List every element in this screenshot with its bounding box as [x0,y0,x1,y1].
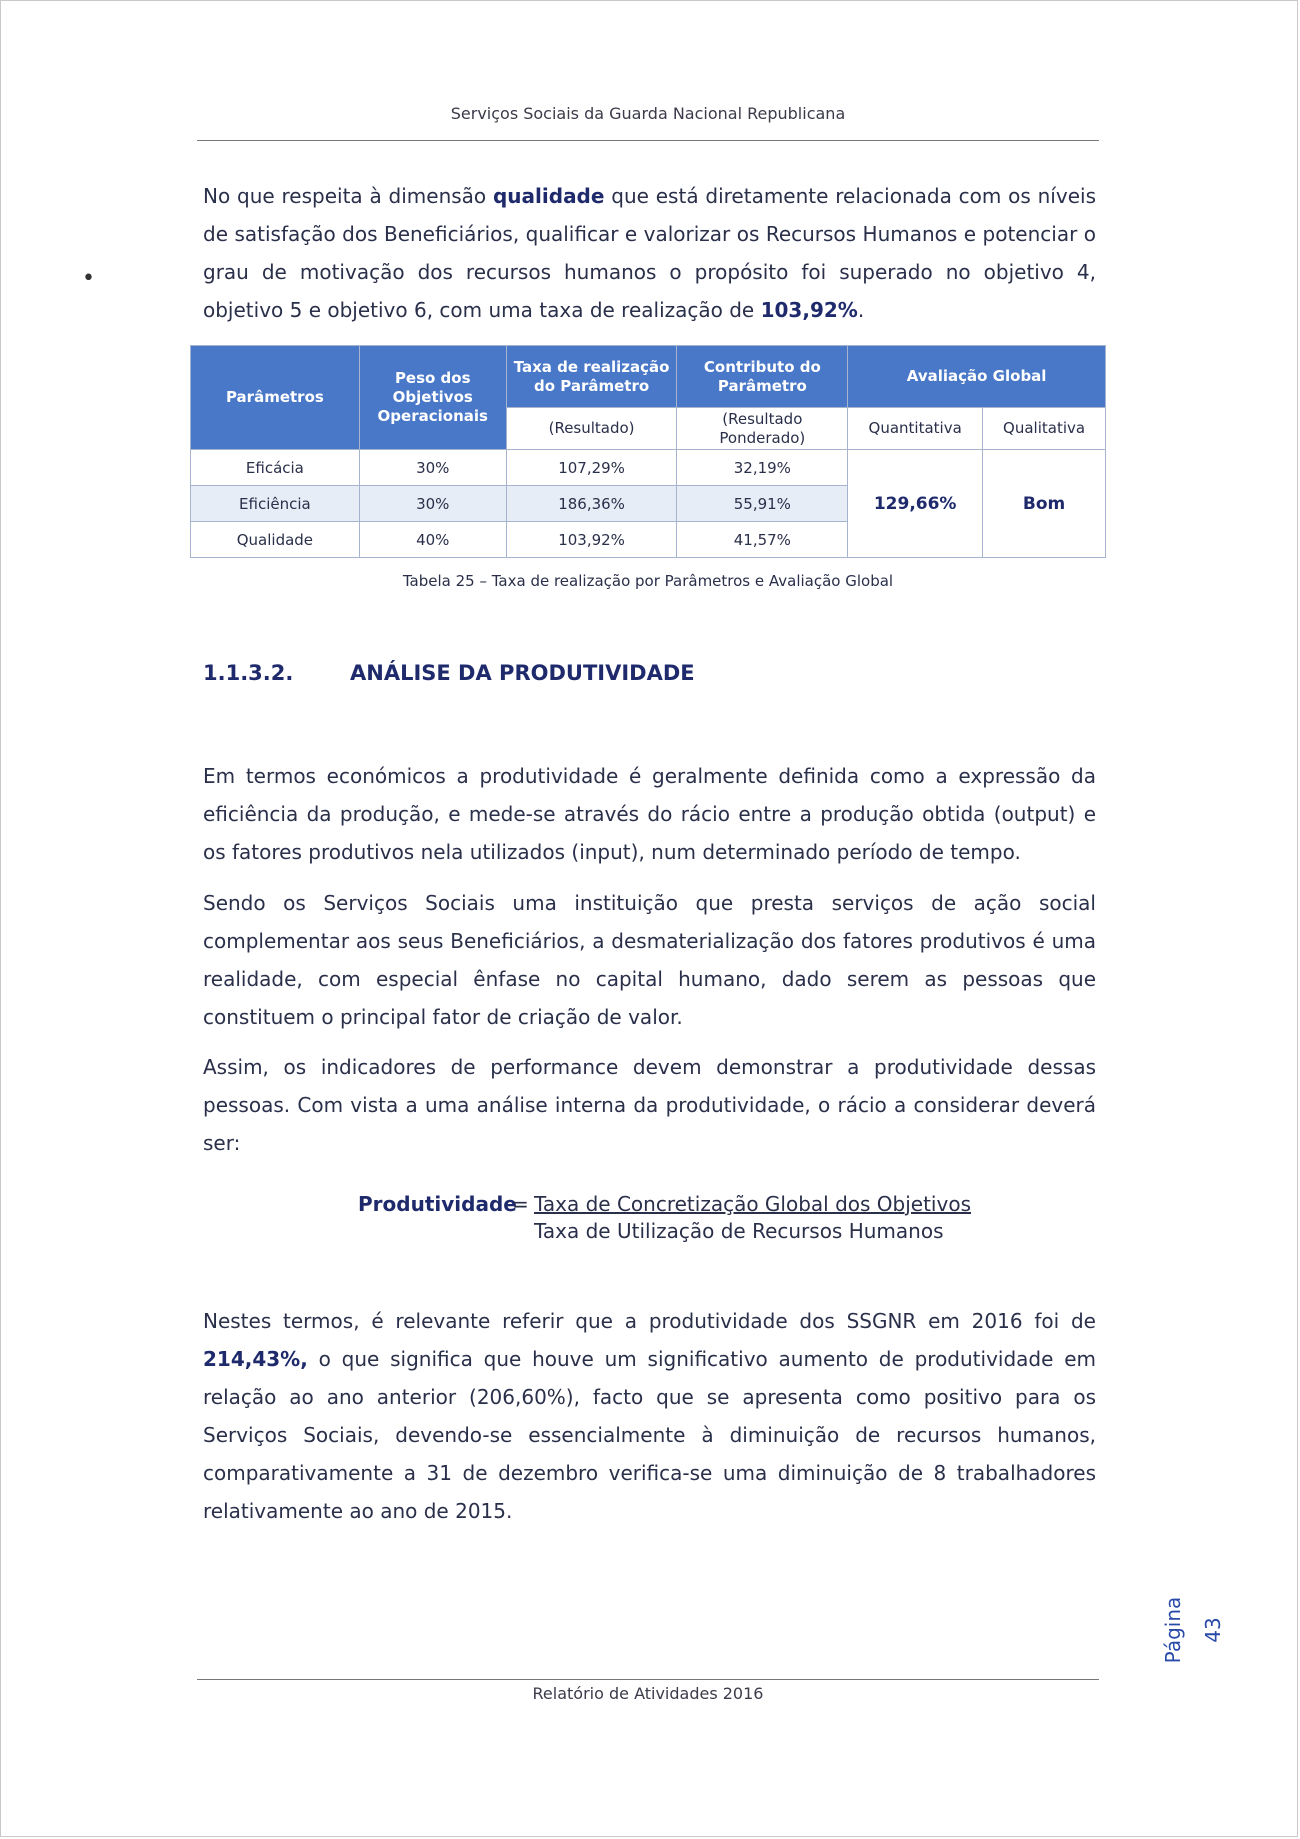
cell-taxa: 103,92% [506,522,677,558]
page-number: Página 43 [1161,1596,1225,1664]
col-taxa-sub: (Resultado) [506,408,677,450]
col-peso: Peso dos Objetivos Operacionais [359,346,506,450]
footer-divider [197,1679,1099,1680]
intro-text-3: . [857,298,865,322]
results-table [190,345,1106,558]
col-avaliacao-global: Avaliação Global [848,346,1106,408]
formula-numerator: Taxa de Concretização Global dos Objetivos [534,1192,971,1216]
cell-contributo: 55,91% [677,486,848,522]
cell-taxa: 186,36% [506,486,677,522]
paragraph-context: Sendo os Serviços Sociais uma instituição que presta serviços de ação social complementar aos seus Beneficiários, a desmaterialização dos fatores produtivos é uma realidade, com especial ênfase no capital humano, dado serem as pessoas que constituem o principal fator de criação de valor. [203,891,1096,1029]
paragraph-ratio: Assim, os indicadores de performance devem demonstrar a produtividade dessas pessoas. Com vista a uma análise interna da produtividade, o rácio a considerar deverá ser: [203,1055,1096,1155]
col-qualitativa: Qualitativa [983,408,1106,450]
col-contributo: Contributo do Parâmetro [677,346,848,408]
intro-bold-rate: 103,92% [760,298,858,322]
col-taxa: Taxa de realização do Parâmetro [506,346,677,408]
cell-peso: 30% [359,486,506,522]
cell-contributo: 41,57% [677,522,848,558]
cell-avaliacao-quantitativa: 129,66% [848,450,983,558]
conclusion-bold-rate: 214,43%, [203,1347,308,1371]
paragraph-definition: Em termos económicos a produtividade é geralmente definida como a expressão da eficiência da produção, e mede-se através do rácio entre a produção obtida (output) e os fatores produtivos nela utilizados (input), num determinado período de tempo. [203,764,1096,864]
formula-denominator: Taxa de Utilização de Recursos Humanos [534,1219,944,1243]
cell-peso: 30% [359,450,506,486]
cell-avaliacao-qualitativa: Bom [983,450,1106,558]
page-footer: Relatório de Atividades 2016 [532,1684,764,1703]
intro-text-1: No que respeita à dimensão [203,184,493,208]
cell-parametro: Eficiência [191,486,360,522]
cell-parametro: Eficácia [191,450,360,486]
table-caption: Tabela 25 – Taxa de realização por Parâmetros e Avaliação Global [402,572,894,590]
intro-paragraph [203,177,1096,329]
cell-peso: 40% [359,522,506,558]
conclusion-text-1: Nestes termos, é relevante referir que a produtividade dos SSGNR em 2016 foi de [203,1309,1096,1333]
formula-equals: = [512,1192,529,1216]
col-contributo-sub: (Resultado Ponderado) [677,408,848,450]
paragraph-conclusion [203,1302,1096,1530]
section-title: ANÁLISE DA PRODUTIVIDADE [350,661,695,685]
stray-dot: • [82,266,95,291]
section-number: 1.1.3.2. [203,661,294,685]
col-quantitativa: Quantitativa [848,408,983,450]
col-parametros: Parâmetros [191,346,360,450]
cell-parametro: Qualidade [191,522,360,558]
intro-text-2: que está diretamente relacionada com os níveis de satisfação dos Beneficiários, qualificar e valorizar os Recursos Humanos e potenciar o grau de motivação dos recursos humanos o propósito foi superado no objetivo 4, objetivo 5 e objetivo 6, com uma taxa de realização de [203,184,1096,322]
header-divider [197,140,1099,141]
formula-label: Produtividade [358,1192,517,1216]
cell-contributo: 32,19% [677,450,848,486]
cell-taxa: 107,29% [506,450,677,486]
page-header: Serviços Sociais da Guarda Nacional Republicana [450,104,846,123]
intro-bold-qualidade: qualidade [492,184,605,208]
conclusion-text-2: o que significa que houve um significativo aumento de produtividade em relação ao ano anterior (206,60%), facto que se apresenta como positivo para os Serviços Sociais, devendo-se essencialmente à diminuição de recursos humanos, comparativamente a 31 de dezembro verifica-se uma diminuição de 8 trabalhadores relativamente ao ano de 2015. [203,1347,1096,1523]
